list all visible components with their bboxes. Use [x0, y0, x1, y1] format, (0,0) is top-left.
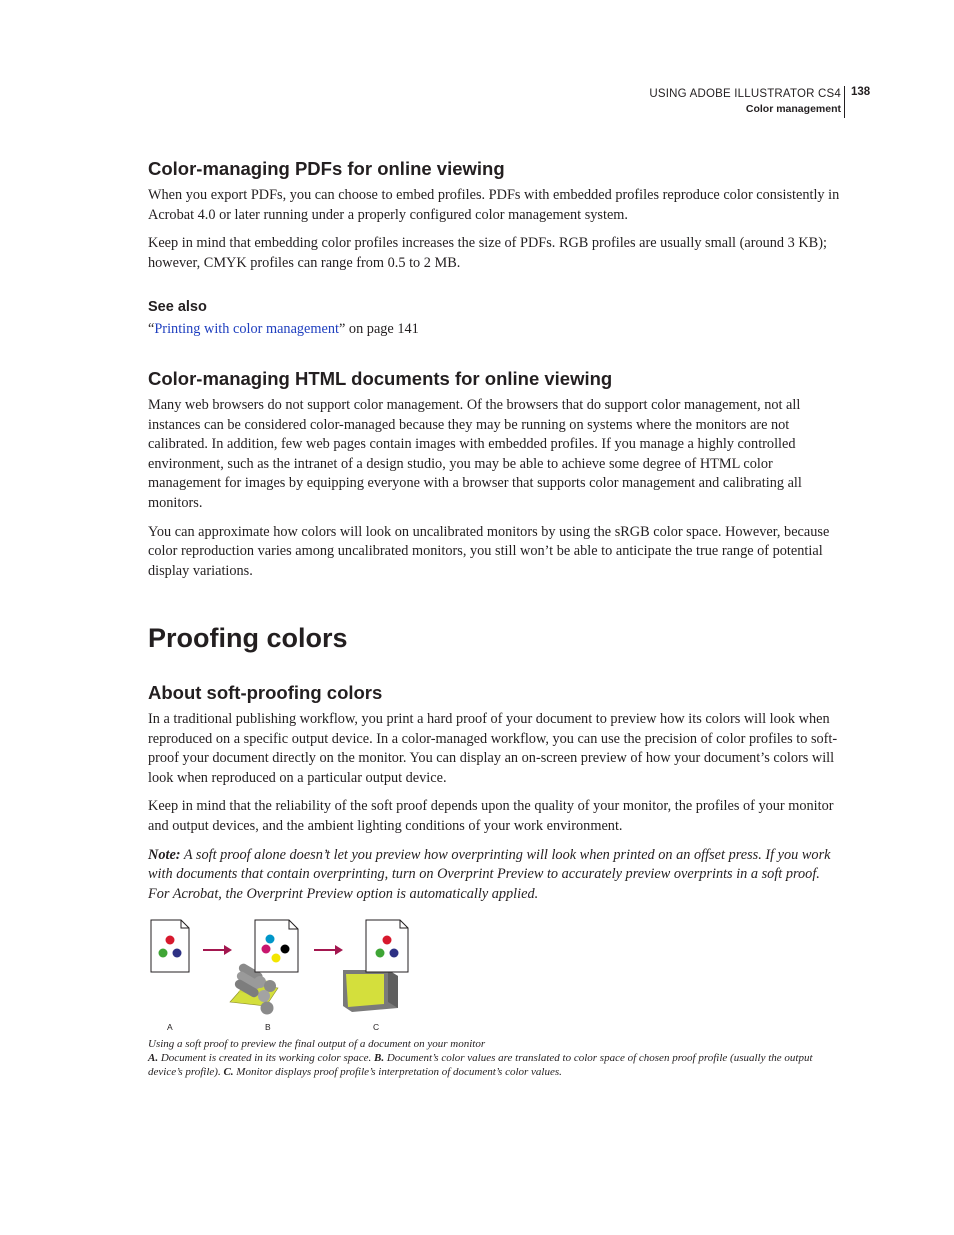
header-divider: [844, 86, 845, 118]
section-soft-proof: [148, 681, 840, 904]
running-header-section: Color management: [745, 103, 841, 115]
section-pdf: [148, 157, 840, 273]
figure-label-a: A: [167, 1022, 173, 1032]
figure-caption-title: Using a soft proof to preview the final output of a document on your monitor: [148, 1038, 486, 1050]
note-paragraph: [148, 846, 840, 905]
figure-caption-legend: [148, 1051, 840, 1079]
section-proofing: [148, 621, 840, 655]
note-text: A soft proof alone doesn’t let you preview how overprinting will look when printed on an offset press. If you work with documents that contain overprinting, turn on Overprint Preview to accurately preview overprints in a soft proof. For Acrobat, the Overprint Preview option is automatically applied.: [148, 846, 831, 902]
heading-soft-proof: About soft-proofing colors: [148, 682, 383, 703]
see-also-page-ref: ” on page 141: [339, 321, 419, 337]
document-c-red-dot: [383, 936, 392, 945]
see-also-open-quote: “: [148, 321, 155, 337]
html-paragraph-2: You can approximate how colors will look on uncalibrated monitors by using the sRGB color space. However, because color reproduction varies among uncalibrated monitors, you still won’t be able to anticipate the true range of potential display variations.: [148, 523, 830, 579]
pdf-paragraph-2: Keep in mind that embedding color profiles increases the size of PDFs. RGB profiles are usually small (around 3 KB); however, CMYK profiles can range from 0.5 to 2 MB.: [148, 235, 827, 271]
caption-c-label: C.: [223, 1066, 234, 1078]
running-header: [649, 87, 841, 117]
arrow-right-icon: [203, 945, 232, 955]
caption-c-text: Monitor displays proof profile’s interpretation of document’s color values.: [233, 1066, 562, 1078]
caption-a-text: Document is created in its working color space.: [158, 1052, 374, 1064]
soft-proof-figure: [148, 912, 848, 1037]
document-c-blue-dot: [390, 949, 399, 958]
document-c-green-dot: [376, 949, 385, 958]
document-a-icon: [151, 920, 189, 972]
section-html: [148, 367, 840, 581]
document-a-red-dot: [166, 936, 175, 945]
page-number: 138: [851, 86, 871, 98]
see-also: [148, 297, 840, 340]
document-a-blue-dot: [173, 949, 182, 958]
caption-b-label: B.: [374, 1052, 385, 1064]
pdf-paragraph-1: When you export PDFs, you can choose to embed profiles. PDFs with embedded profiles reproduce color consistently in Acrobat 4.0 or later running under a properly configured color management system.: [148, 187, 840, 223]
heading-proofing-colors: Proofing colors: [148, 623, 348, 653]
document-b-magenta-dot: [262, 945, 271, 954]
document-c-icon: [366, 920, 408, 972]
soft-proof-paragraph-2: Keep in mind that the reliability of the soft proof depends upon the quality of your monitor, the profiles of your monitor and output devices, and the ambient lighting conditions of your work environment.: [148, 798, 834, 834]
document-b-yellow-dot: [272, 954, 281, 963]
caption-b-text: Document’s color values are translated to color space of chosen proof profile (usually the output device’s profile).: [148, 1052, 813, 1078]
document-b-icon: [255, 920, 298, 972]
figure-label-c: C: [373, 1022, 380, 1032]
heading-pdf: Color-managing PDFs for online viewing: [148, 158, 505, 179]
monitor-screen: [346, 974, 384, 1007]
see-also-heading: See also: [148, 299, 207, 315]
see-also-reference: [148, 320, 840, 340]
soft-proof-illustration: [148, 912, 848, 1022]
document-b-black-dot: [281, 945, 290, 954]
monitor-icon: [343, 970, 398, 1012]
document-a-green-dot: [159, 949, 168, 958]
caption-a-label: A.: [148, 1052, 159, 1064]
figure-caption: [148, 1037, 840, 1079]
soft-proof-paragraph-1: In a traditional publishing workflow, you print a hard proof of your document to preview how its colors will look when reproduced on a specific output device. In a color-managed workflow, you can use the precision of color profiles to soft-proof your document directly on the monitor. You can display an on-screen preview of how your document’s colors will look when reproduced on a particular output device.: [148, 711, 838, 786]
heading-html: Color-managing HTML documents for online viewing: [148, 368, 613, 389]
running-header-title: USING ADOBE ILLUSTRATOR CS4: [649, 88, 841, 100]
html-paragraph-1: Many web browsers do not support color management. Of the browsers that do support color management, not all instances can be considered color-managed because they may be running on systems where the monitors are not calibrated. In addition, few web pages contain images with embedded profiles. If you manage a highly controlled environment, such as the intranet of a design studio, you may be able to achieve some degree of HTML color management for images by equipping everyone with a browser that supports color management and calibrating all monitors.: [148, 397, 802, 511]
document-b-cyan-dot: [266, 935, 275, 944]
printing-with-color-management-link[interactable]: Printing with color management: [154, 321, 339, 337]
arrow-right-icon: [314, 945, 343, 955]
note-label: Note:: [148, 846, 181, 863]
figure-label-b: B: [265, 1022, 271, 1032]
